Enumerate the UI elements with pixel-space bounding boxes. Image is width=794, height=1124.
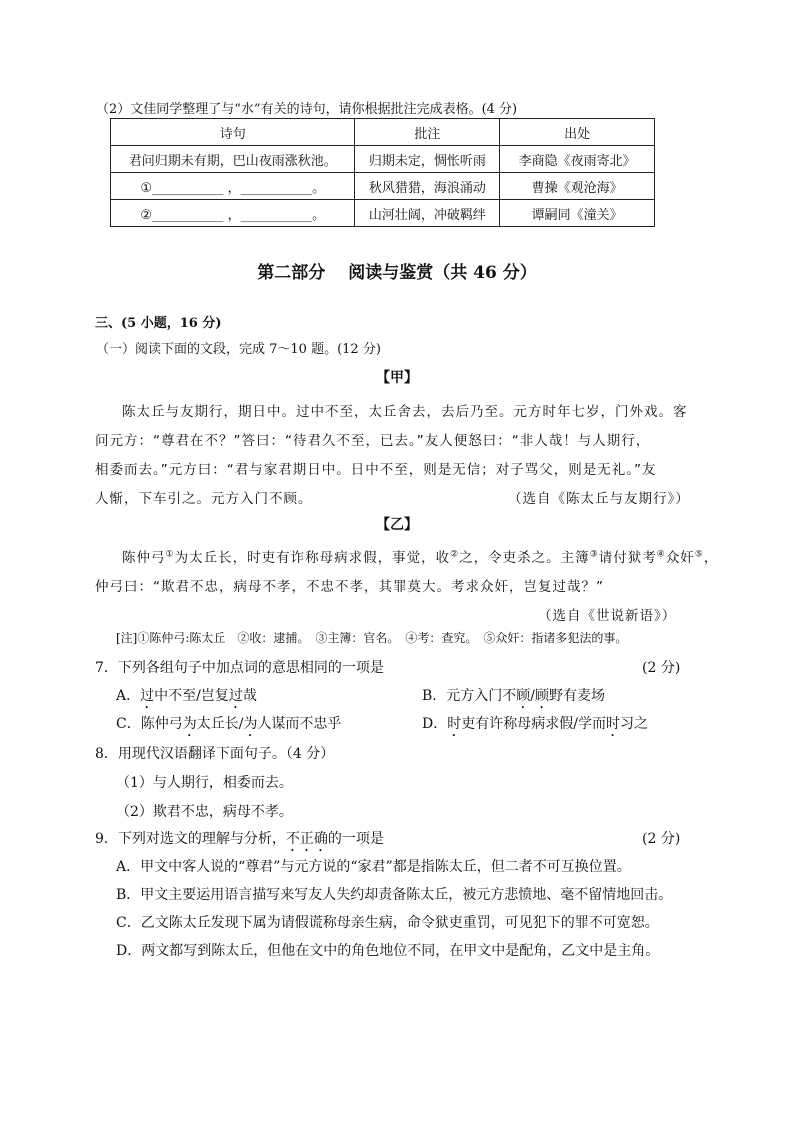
jia-line-3: 相委而去。”元方曰：“君与家君期日中。日中不至，则是无信；对子骂父，则是无礼。”友 [95, 462, 657, 478]
yi-line-2: 仲弓曰：“欺君不忠，病母不孝，不忠不孝，其罪莫大。考求众奸，岂复过哉？” [95, 579, 604, 595]
table-header-row [111, 119, 655, 146]
question-7-score: (2 分) [642, 660, 681, 676]
note-marker: ⑤ [694, 549, 704, 560]
table-cell: 归期未定，惆怅听雨 [355, 146, 500, 173]
option-text: 吏有许称母病求假/学而 [461, 716, 606, 732]
jia-line-4: 人惭，下车引之。元方入门不顾。 [95, 491, 313, 507]
note-marker: ② [450, 549, 460, 560]
dotted-word: 过 [228, 688, 243, 704]
q8-sentence-1: （1）与人期行，相委而去。 [116, 775, 293, 791]
option-text: / [530, 688, 536, 704]
yi-text: 众奸 [665, 550, 695, 566]
q9-option-c: C．乙文陈太丘发现下属为请假谎称母亲生病，命令狱吏重罚，可见犯下的罪不可宽恕。 [116, 915, 659, 931]
option-text: 太丘长/ [196, 716, 244, 732]
option-text: 哉 [242, 688, 257, 704]
q7-option-c [116, 713, 341, 740]
stem-text: 的一项是 [327, 831, 384, 847]
table-cell-blank: ①___________ ，___________。 [111, 173, 355, 200]
option-text: C．陈仲弓 [116, 716, 183, 732]
q7-option-a [116, 685, 257, 712]
dotted-word: 顾 [516, 688, 531, 704]
dotted-word: 不正确 [285, 831, 328, 847]
table-cell: 君问归期未有期，巴山夜雨涨秋池。 [111, 146, 355, 173]
yi-text: 陈仲弓 [122, 550, 166, 566]
table-row [111, 173, 655, 200]
q9-option-d: D．两文都写到陈太丘，但他在文中的角色地位不同，在甲文中是配角，乙文中是主角。 [116, 943, 660, 959]
yi-text: 之，令吏杀之。主簿 [459, 550, 590, 566]
option-text: 习之 [619, 716, 648, 732]
option-text: 人谋而不忠乎 [257, 716, 342, 732]
table-cell: 谭嗣同《潼关》 [500, 200, 655, 227]
header-source: 出处 [500, 119, 655, 146]
table-cell: 李商隐《夜雨寄北》 [500, 146, 655, 173]
table-cell: 山河壮阔，冲破羁绊 [355, 200, 500, 227]
dotted-word: 时 [605, 716, 620, 732]
table-cell: 秋风猎猎，海浪涌动 [355, 173, 500, 200]
question-2-intro: （2）文佳同学整理了与“水”有关的诗句，请你根据批注完成表格。(4 分) [96, 102, 518, 117]
q9-option-a: A．甲文中客人说的“尊君”与元方说的“家君”都是指陈太丘，但二者不可互换位置。 [116, 859, 631, 875]
table-cell-blank: ②___________ ，___________。 [111, 200, 355, 227]
yi-text: 请付狱考 [598, 550, 657, 566]
yi-source: （选自《世说新语》） [538, 608, 677, 624]
jia-line-1: 陈太丘与友期行，期日中。过中不至，太丘舍去，去后乃至。元方时年七岁，门外戏。客 [122, 404, 688, 420]
part-two-title: 第二部分 阅读与鉴赏（共 46 分） [257, 263, 537, 283]
passage-yi-label: 【乙】 [376, 517, 418, 533]
q8-sentence-2: （2）欺君不忠，病母不孝。 [116, 804, 293, 820]
q9-option-b: B．甲文主要运用语言描写来写友人失约却责备陈太丘，被元方悲愤地、毫不留情地回击。 [116, 887, 673, 903]
stem-text: 9．下列对选文的理解与分析， [95, 831, 286, 847]
option-text: A． [116, 688, 141, 704]
option-text: D． [422, 716, 448, 732]
dotted-word: 过 [140, 688, 155, 704]
yi-text: 为太丘长，时吏有诈称母病求假，事觉，收 [174, 550, 451, 566]
option-text: 中不至/岂复 [154, 688, 229, 704]
q7-option-b [422, 685, 605, 712]
note-marker: ① [165, 549, 175, 560]
table-row [111, 200, 655, 227]
yi-line-1 [122, 546, 718, 566]
option-text: B．元方入门不 [422, 688, 517, 704]
dotted-word: 为 [182, 716, 197, 732]
q7-option-d [422, 713, 648, 740]
section-three-heading: 三、(5 小题，16 分) [95, 316, 222, 331]
passage-jia-label: 【甲】 [376, 370, 418, 386]
header-annotation: 批注 [355, 119, 500, 146]
yi-text: ， [703, 550, 719, 566]
note-marker: ③ [589, 549, 599, 560]
question-7-stem: 7．下列各组句子中加点词的意思相同的一项是 [95, 660, 384, 676]
jia-line-2: 问元方：“尊君在不？”答曰：“待君久不至，已去。”友人便怒曰：“非人哉！与人期行， [95, 433, 651, 449]
footnotes: [注]①陈仲弓:陈太丘 ②收：逮捕。 ③主簿：官名。 ④考：查究。 ⑤众奸：指诸多犯法的事。 [116, 631, 628, 645]
question-9-score: (2 分) [642, 831, 681, 847]
table-row [111, 146, 655, 173]
question-8-stem: 8．用现代汉语翻译下面句子。（4 分） [95, 746, 335, 762]
jia-source: （选自《陈太丘与友期行》） [508, 491, 690, 507]
question-9-stem [95, 828, 384, 855]
note-marker: ④ [656, 549, 666, 560]
dotted-word: 为 [243, 716, 258, 732]
dotted-word: 顾 [535, 688, 550, 704]
header-poem: 诗句 [111, 119, 355, 146]
poem-table [110, 118, 655, 227]
table-cell: 曹操《观沧海》 [500, 173, 655, 200]
dotted-word: 时 [447, 716, 462, 732]
subsection-one-heading: （一）阅读下面的文段，完成 7～10 题。(12 分) [96, 342, 381, 357]
option-text: 野有麦场 [549, 688, 606, 704]
